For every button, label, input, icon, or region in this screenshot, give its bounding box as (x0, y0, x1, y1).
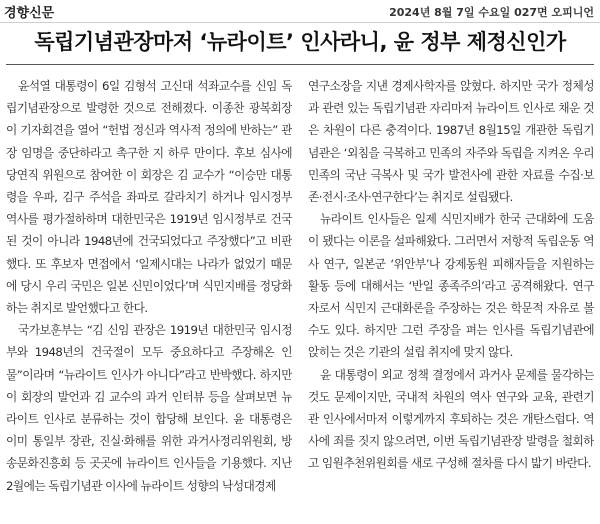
article-paragraph: 윤석열 대통령이 6일 김형석 고신대 석좌교수를 신임 독립기념관장으로 발령한 것으로 전해졌다. 이종찬 광복회장이 기자회견을 열어 “헌법 정신과 역사적 정의에 반하는” 관장 임명을 중단하라고 촉구한 지 하루 만이다. 후보 심사에 당연직 위원으로 참여한 이 회장은 김 교수가 “이승만 대통령을 우파, 김구 주석을 좌파로 갈라치기 하거나 임시정부 역사를 평가절하하며 대한민국은 1919년 임시정부로 건국된 것이 아니라 1948년에 건국되었다고 주장했다”고 비판했다. 또 후보자 면접에서 ‘일제시대는 나라가 없었기 때문에 당시 우리 국민은 일본 신민이었다’며 식민지배를 정당화하는 취지로 발언했다고 한다. (6, 79, 292, 316)
article-paragraph: 국가보훈부는 “김 신임 관장은 1919년 대한민국 임시정부와 1948년의 건국절이 모두 중요하다고 주장해온 인물”이라며 “뉴라이트 인사가 아니다”라고 반박했다. 하지만 이 회장의 발언과 김 교수의 과거 인터뷰 등을 살펴보면 뉴라이트 인사로 분류하는 것이 합당해 보인다. 윤 대통령은 이미 통일부 장관, 진실·화해를 위한 과거사정리위원회, 방송문화진흥회 등 곳곳에 뉴라이트 인사들을 기용했다. 지난 2월에는 독립기념관 이사에 뉴라이트 성향의 낙성대경제 (6, 323, 292, 493)
editorial-headline: 독립기념관장마저 ‘뉴라이트’ 인사라니, 윤 정부 제정신인가 (34, 30, 566, 54)
article-column-right (308, 75, 594, 524)
article-column-left (6, 75, 292, 524)
headline-rule (6, 64, 594, 65)
article-paragraph: 뉴라이트 인사들은 일제 식민지배가 한국 근대화에 도움이 됐다는 이론을 설파해왔다. 그러면서 저항적 독립운동 역사 연구, 일본군 ‘위안부’나 강제동원 피해자들을 지원하는 활동 등에 대해서는 ‘반일 종족주의’라고 공격해왔다. 연구자로서 식민지 근대화론을 주장하는 것은 학문적 자유로 볼 수도 있다. 하지만 그런 주장을 펴는 인사를 독립기념관에 앉히는 것은 기관의 설립 취지에 맞지 않다. (308, 212, 594, 360)
newspaper-name: 경향신문 (4, 6, 55, 21)
article-paragraph: 윤 대통령이 외교 정책 결정에서 과거사 문제를 물각하는 것도 문제이지만, 국내적 차원의 역사 연구와 교육, 관련기관 인사에서마저 이렇게까지 후퇴하는 것은 개탄스럽다. 역사에 죄를 짓지 않으려면, 이번 독립기념관장 발령을 철회하고 임원추천위원회를 새로 구성해 절차를 다시 밟기 바란다. (308, 367, 594, 471)
edition-info: 2024년 8월 7일 수요일 027면 오피니언 (389, 6, 594, 19)
masthead (0, 0, 600, 23)
article-paragraph: 연구소장을 지낸 경제사학자를 앉혔다. 하지만 국가 정체성과 관련 있는 독립기념관 자리마저 뉴라이트 인사로 채운 것은 차원이 다른 충격이다. 1987년 8월15일 개관한 독립기념관은 ‘외침을 극복하고 민족의 자주와 독립을 지켜온 우리 민족의 국난 극복사 및 국가 발전사에 관한 자료를 수집·보존·전시·조사·연구한다’는 취지로 설립됐다. (308, 79, 594, 205)
